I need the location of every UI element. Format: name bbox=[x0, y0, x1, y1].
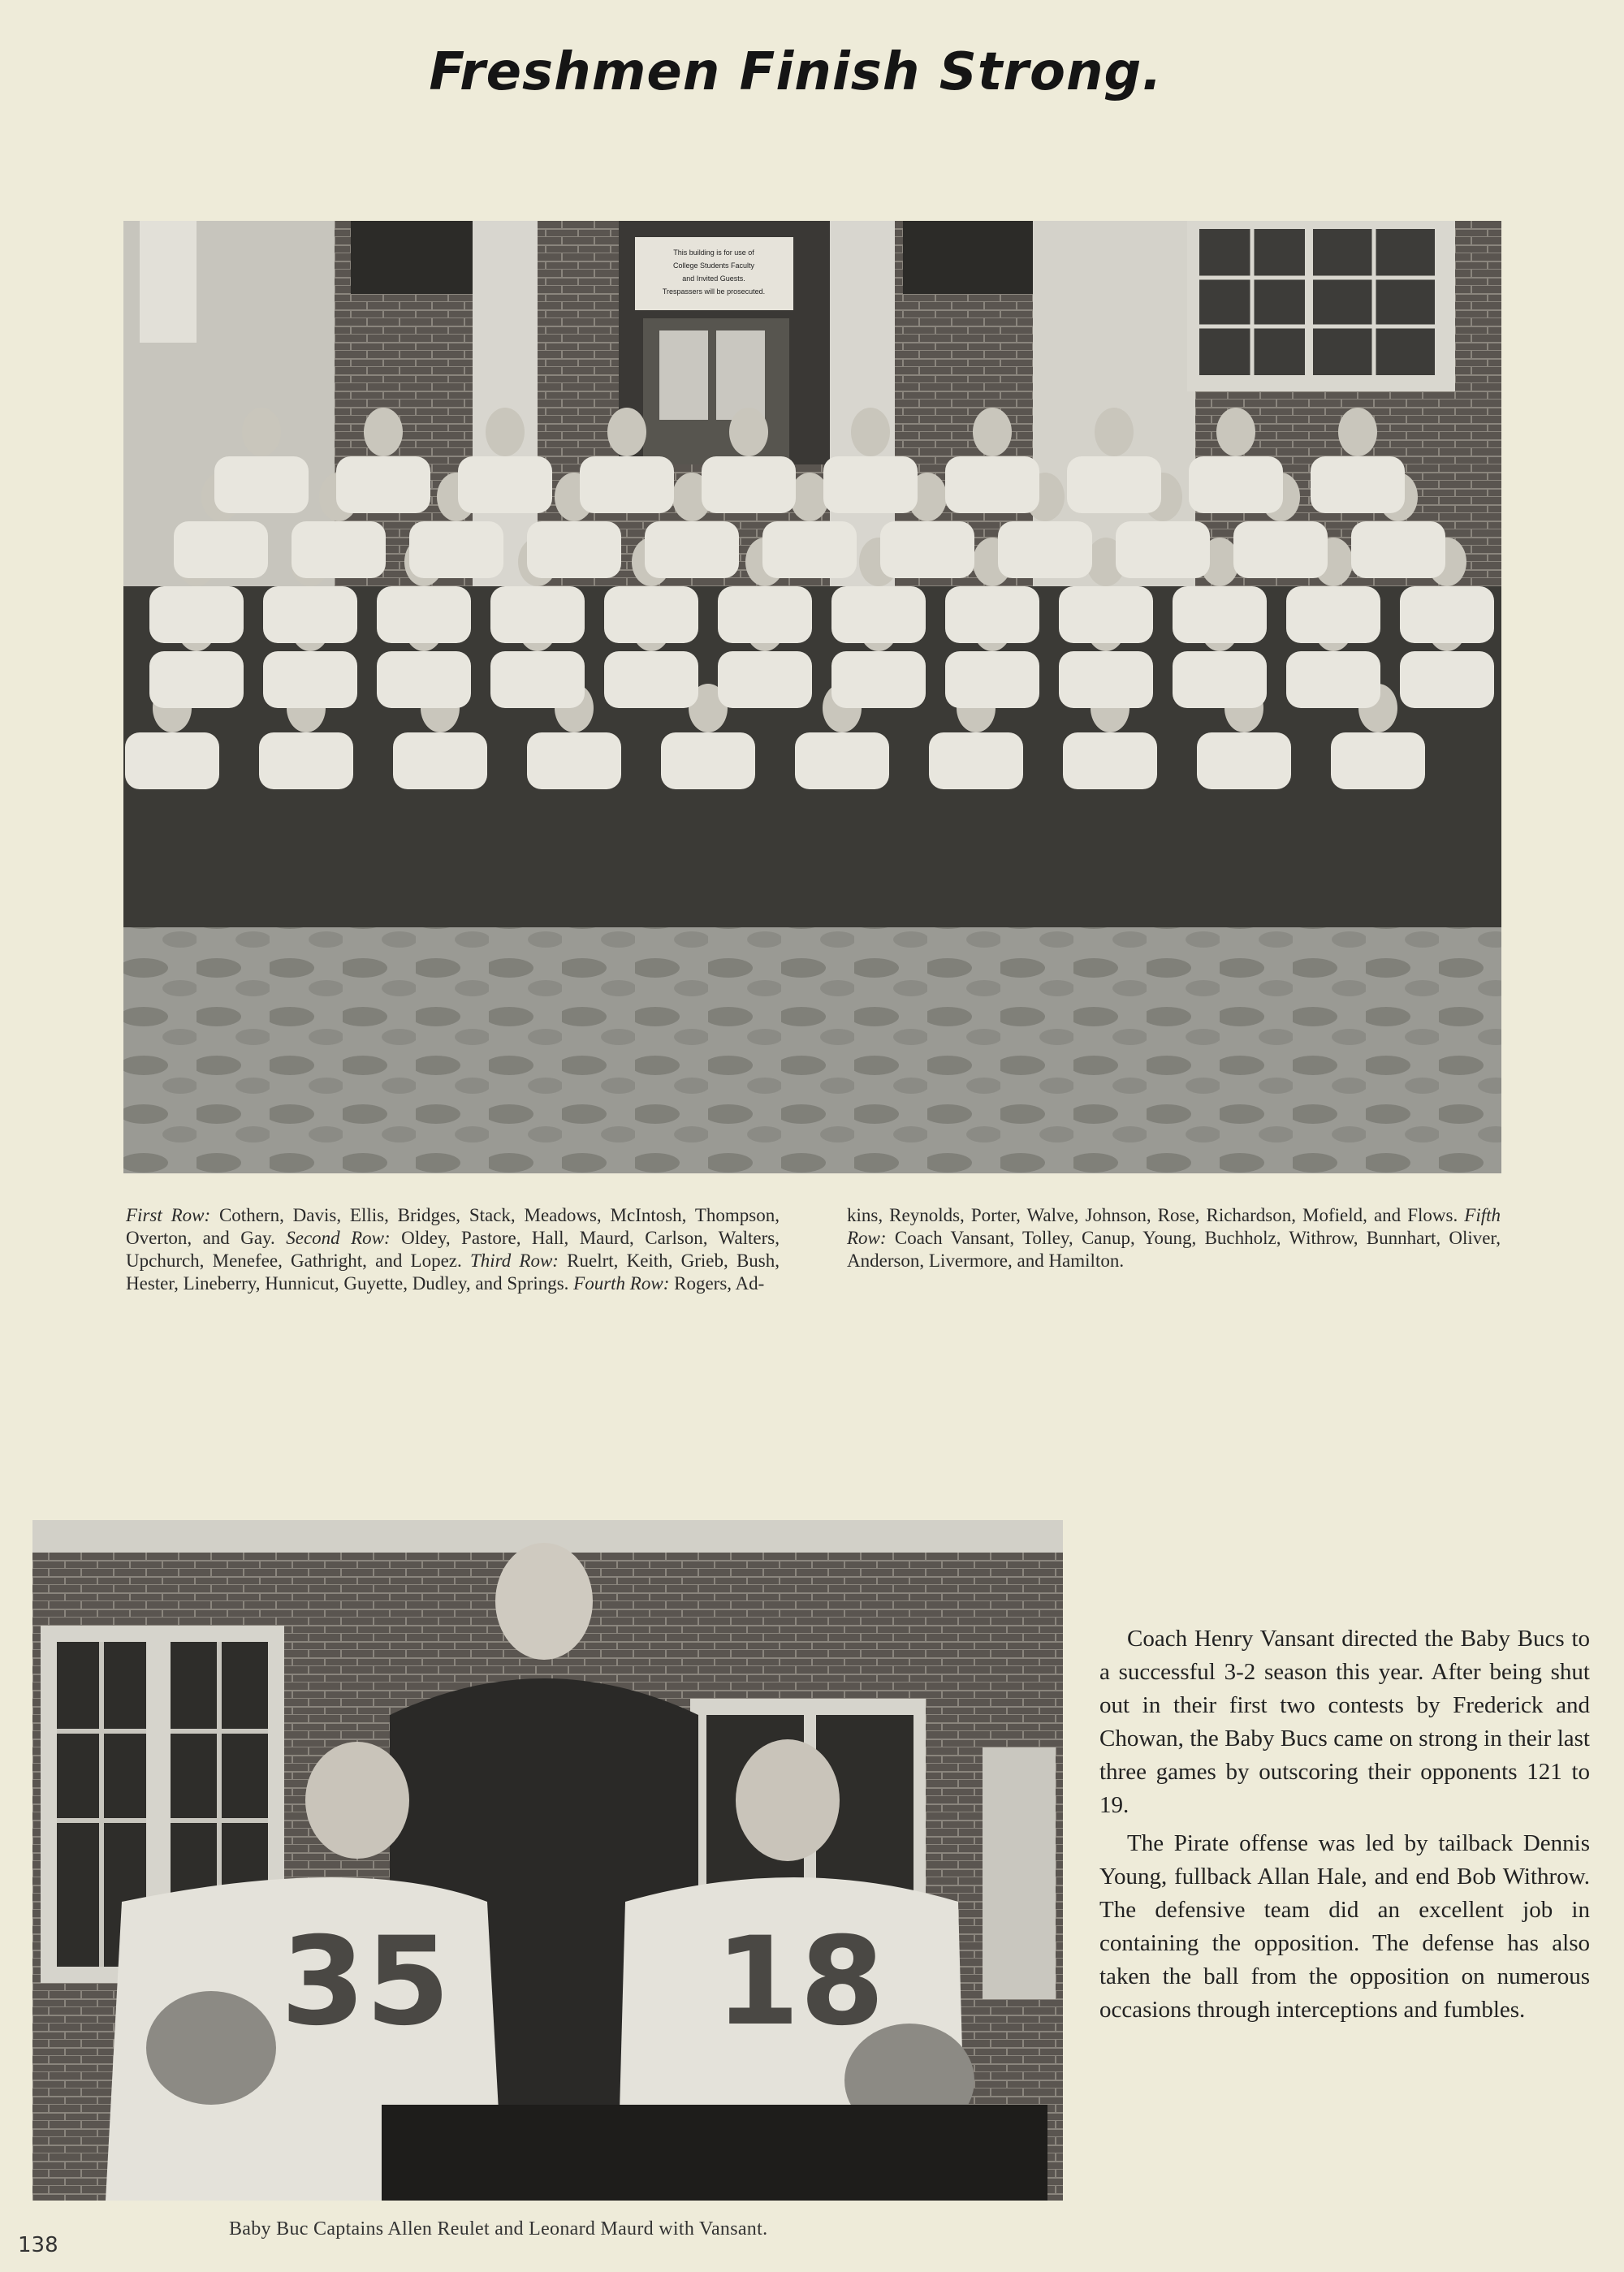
player-jersey bbox=[377, 651, 471, 708]
player-head bbox=[1095, 408, 1134, 456]
player-jersey bbox=[263, 586, 357, 643]
team-caption-right bbox=[847, 1204, 1501, 1272]
page-number: 138 bbox=[18, 2233, 58, 2257]
player-jersey bbox=[945, 586, 1039, 643]
player-head bbox=[729, 408, 768, 456]
player-head bbox=[790, 473, 829, 521]
player-jersey bbox=[125, 732, 219, 789]
player-jersey bbox=[1351, 521, 1445, 578]
row-label: Fourth Row: bbox=[573, 1273, 670, 1294]
captains-photo bbox=[32, 1520, 1063, 2201]
team-photo bbox=[123, 221, 1501, 1173]
player-jersey bbox=[263, 651, 357, 708]
player-jersey bbox=[214, 456, 309, 513]
row-names: Ruelrt, Keith, Grieb, Bush, Hester, Lineberry, Hunnicut, Guyette, Dudley, and Springs. bbox=[126, 1250, 780, 1294]
player-jersey bbox=[998, 521, 1092, 578]
player-jersey bbox=[1197, 732, 1291, 789]
player-jersey bbox=[292, 521, 386, 578]
row-names: Cothern, Davis, Ellis, Bridges, Stack, Meadows, McIntosh, Thompson, Overton, and Gay. bbox=[126, 1205, 780, 1248]
sign-line: and Invited Guests. bbox=[682, 274, 745, 283]
player-jersey bbox=[174, 521, 268, 578]
player-jersey bbox=[1173, 586, 1267, 643]
sign-line: This building is for use of bbox=[673, 248, 754, 257]
jersey-number: 35 bbox=[280, 1911, 451, 2053]
player-jersey bbox=[945, 456, 1039, 513]
player-jersey bbox=[1063, 732, 1157, 789]
player-jersey bbox=[945, 651, 1039, 708]
team-photo-image bbox=[123, 221, 1501, 1173]
row-names: kins, Reynolds, Porter, Walve, Johnson, Rose, Richardson, Mofield, and Flows. bbox=[847, 1205, 1465, 1225]
player-jersey bbox=[880, 521, 974, 578]
player-jersey bbox=[929, 732, 1023, 789]
story-paragraph: The Pirate offense was led by tailback Dennis Young, fullback Allan Hale, and end Bob Withrow. The defensive team did an excellent job in containing the opposition. The defense has also taken the ball from the opposition on numerous occasions through interceptions and fumbles. bbox=[1099, 1830, 1590, 2023]
story-paragraph: Coach Henry Vansant directed the Baby Bucs to a successful 3-2 season this year. After being shut out in their first two contests by Frederick and Chowan, the Baby Bucs came on strong in their last three games by outscoring their opponents 121 to 19. bbox=[1099, 1626, 1590, 1818]
player-jersey bbox=[762, 521, 857, 578]
player-jersey bbox=[702, 456, 796, 513]
player-jersey bbox=[1311, 456, 1405, 513]
player-jersey bbox=[1286, 651, 1380, 708]
row-label: First Row: bbox=[126, 1205, 211, 1225]
row-label: Second Row: bbox=[286, 1228, 391, 1248]
player-jersey bbox=[336, 456, 430, 513]
player-head bbox=[607, 408, 646, 456]
player-jersey bbox=[1173, 651, 1267, 708]
row-names: Coach Vansant, Tolley, Canup, Young, Buchholz, Withrow, Bunnhart, Oliver, Anderson, Livermore, and Hamilton. bbox=[847, 1228, 1501, 1271]
sign-line: Trespassers will be prosecuted. bbox=[662, 287, 766, 296]
player-jersey bbox=[1067, 456, 1161, 513]
team-caption-left bbox=[126, 1204, 780, 1295]
player-jersey bbox=[831, 586, 926, 643]
player-jersey bbox=[1400, 651, 1494, 708]
story-text bbox=[1099, 1622, 1590, 2027]
player-jersey bbox=[718, 586, 812, 643]
player-jersey bbox=[1233, 521, 1328, 578]
player-head bbox=[973, 408, 1012, 456]
captains-caption: Baby Buc Captains Allen Reulet and Leonard Maurd with Vansant. bbox=[229, 2218, 768, 2240]
player-jersey bbox=[490, 586, 585, 643]
player-jersey bbox=[259, 732, 353, 789]
player-head bbox=[364, 408, 403, 456]
player-jersey bbox=[1331, 732, 1425, 789]
player-jersey bbox=[604, 586, 698, 643]
player-head bbox=[1338, 408, 1377, 456]
page-title: Freshmen Finish Strong. bbox=[429, 42, 1163, 102]
player-jersey bbox=[490, 651, 585, 708]
player-jersey bbox=[823, 456, 918, 513]
player-head bbox=[486, 408, 525, 456]
player-jersey bbox=[149, 586, 244, 643]
player-jersey bbox=[149, 651, 244, 708]
player-jersey bbox=[718, 651, 812, 708]
player-jersey bbox=[645, 521, 739, 578]
player-jersey bbox=[1400, 586, 1494, 643]
player-jersey bbox=[1059, 586, 1153, 643]
jersey-number: 18 bbox=[715, 1911, 885, 2053]
player-jersey bbox=[1059, 651, 1153, 708]
player-jersey bbox=[795, 732, 889, 789]
player-head bbox=[851, 408, 890, 456]
row-names: Rogers, Ad- bbox=[669, 1273, 765, 1294]
sign-line: College Students Faculty bbox=[672, 261, 755, 270]
player-jersey bbox=[377, 586, 471, 643]
player-jersey bbox=[458, 456, 552, 513]
row-label: Fifth Row: bbox=[847, 1205, 1501, 1248]
row-label: Third Row: bbox=[469, 1250, 559, 1271]
captains-photo-image bbox=[32, 1520, 1063, 2201]
player-jersey bbox=[527, 732, 621, 789]
player-jersey bbox=[661, 732, 755, 789]
player-head bbox=[242, 408, 281, 456]
row-names: Oldey, Pastore, Hall, Maurd, Carlson, Walters, Upchurch, Menefee, Gathright, and Lopez. bbox=[126, 1228, 780, 1271]
player-jersey bbox=[580, 456, 674, 513]
player-jersey bbox=[527, 521, 621, 578]
player-jersey bbox=[1286, 586, 1380, 643]
player-jersey bbox=[831, 651, 926, 708]
player-jersey bbox=[409, 521, 503, 578]
player-jersey bbox=[393, 732, 487, 789]
player-head bbox=[1216, 408, 1255, 456]
player-jersey bbox=[1116, 521, 1210, 578]
player-jersey bbox=[1189, 456, 1283, 513]
player-jersey bbox=[604, 651, 698, 708]
